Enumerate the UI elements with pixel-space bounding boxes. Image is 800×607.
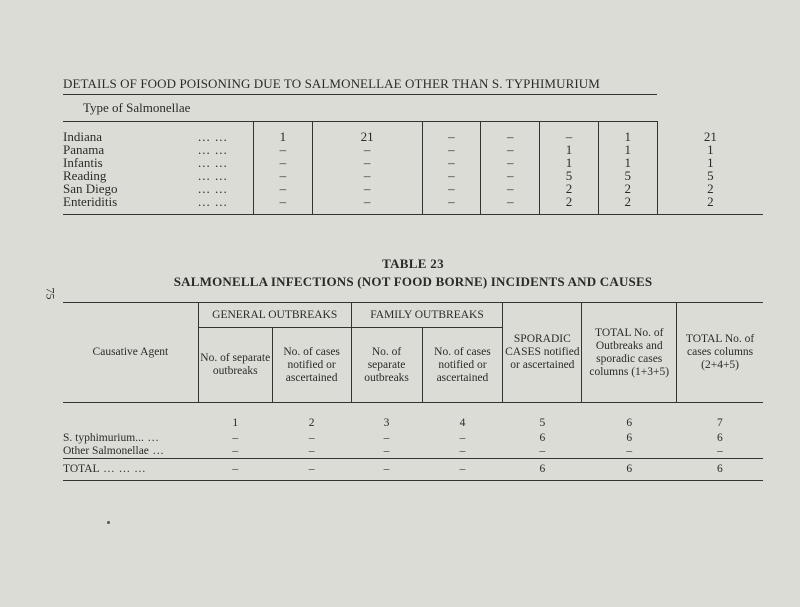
table-cell: – <box>481 182 540 195</box>
table-cell: – <box>481 156 540 169</box>
table-cell: 6 <box>503 459 582 481</box>
table-row <box>63 143 763 156</box>
leader-dots: ... ... <box>198 129 228 144</box>
table-cell: – <box>254 195 313 215</box>
leader-dots-cell <box>198 122 254 144</box>
table-cell: – <box>481 143 540 156</box>
table-cell: 6 <box>582 459 677 481</box>
table-cell: 1 <box>254 122 313 144</box>
table-cell: 6 <box>626 432 633 444</box>
table-row <box>63 156 763 169</box>
agent-name: Other Salmonellae <box>63 445 149 457</box>
table-cell: 2 <box>540 195 599 215</box>
table1 <box>63 94 763 215</box>
table-cell: – <box>716 445 723 457</box>
table-cell: – <box>422 169 481 182</box>
table-cell: – <box>626 445 633 457</box>
column-number: 4 <box>459 417 466 429</box>
leader-dots: ... ... <box>198 194 228 209</box>
table-cell: – <box>539 445 546 457</box>
table-cell: 6 <box>716 432 723 444</box>
column-number: 1 <box>232 417 239 429</box>
leader-dots: ... <box>147 432 160 444</box>
table-cell: – <box>383 432 390 444</box>
table-cell: 1 <box>657 156 763 169</box>
stray-mark <box>107 521 110 524</box>
column-number: 2 <box>308 417 315 429</box>
table2-title: SALMONELLA INFECTIONS (NOT FOOD BORNE) INCIDENTS AND CAUSES <box>173 274 653 289</box>
column-number: 5 <box>539 417 546 429</box>
table-cell: 2 <box>598 182 657 195</box>
table-cell: – <box>422 156 481 169</box>
page-number: 75 <box>43 287 58 300</box>
leader-dots: ... ... ... <box>103 463 147 475</box>
table-cell: 21 <box>657 122 763 144</box>
salmonella-type: San Diego <box>63 181 118 196</box>
leader-dots: ... <box>152 445 165 457</box>
table-cell: – <box>481 122 540 144</box>
table-cell: 21 <box>312 122 422 144</box>
table-cell: – <box>422 122 481 144</box>
table-cell: – <box>540 122 599 144</box>
table-cell: – <box>422 195 481 215</box>
table-cell: – <box>308 445 315 457</box>
table-cell: – <box>272 459 351 481</box>
salmonella-type: Indiana <box>63 129 102 144</box>
total-cases-header: TOTAL No. of cases columns (2+4+5) <box>677 303 763 403</box>
table-cell: 1 <box>540 156 599 169</box>
leader-dots: ... ... <box>198 142 228 157</box>
table-cell: – <box>232 432 239 444</box>
table2-label: TABLE 23 <box>382 256 444 271</box>
table-cell: 2 <box>657 182 763 195</box>
leader-dots-cell <box>198 195 254 215</box>
table-row <box>63 195 763 215</box>
table-cell: – <box>481 195 540 215</box>
salmonella-type: Reading <box>63 168 107 183</box>
causative-agent <box>63 459 198 481</box>
table-cell: – <box>254 143 313 156</box>
table-row <box>63 445 763 459</box>
causative-agent-header: Causative Agent <box>63 303 198 403</box>
leader-dots: ... ... <box>198 168 228 183</box>
table-cell: – <box>351 459 422 481</box>
table-cell: – <box>383 445 390 457</box>
total-outbreaks-header: TOTAL No. of Outbreaks and sporadic cases columns (1+3+5) <box>582 303 677 403</box>
table-cell: 1 <box>598 122 657 144</box>
table-cell: – <box>459 432 466 444</box>
table-cell: 5 <box>657 169 763 182</box>
table-row <box>63 122 763 144</box>
salmonella-type: Panama <box>63 142 105 157</box>
column-number: 3 <box>383 417 390 429</box>
table-row <box>63 169 763 182</box>
sporadic-cases-header: SPORADIC CASES notified or ascertained <box>503 303 582 403</box>
table-cell: 1 <box>657 143 763 156</box>
table-row <box>63 182 763 195</box>
table-cell: – <box>312 195 422 215</box>
table-cell: 6 <box>677 459 763 481</box>
table-cell: – <box>481 169 540 182</box>
leader-dots: ... ... <box>198 155 228 170</box>
table-cell: 1 <box>598 156 657 169</box>
causative-agent <box>63 445 198 459</box>
table-cell: 2 <box>598 195 657 215</box>
sub-header-separate-outbreaks: No. of separate outbreaks <box>351 328 422 403</box>
table-cell: 2 <box>540 182 599 195</box>
table-cell: 2 <box>657 195 763 215</box>
sub-header-cases-notified: No. of cases notified or ascertained <box>272 328 351 403</box>
agent-name: S. typhimurium... <box>63 432 144 444</box>
table-cell: – <box>422 143 481 156</box>
table-cell: – <box>308 432 315 444</box>
column-number: 7 <box>716 417 723 429</box>
table-cell: – <box>312 182 422 195</box>
table1-header: Type of Salmonellae <box>63 95 657 122</box>
table-cell: – <box>198 459 272 481</box>
table-cell: – <box>312 169 422 182</box>
table-cell: – <box>312 143 422 156</box>
salmonella-type: Enteriditis <box>63 195 198 215</box>
table-cell: 5 <box>540 169 599 182</box>
table-cell: – <box>254 182 313 195</box>
column-number: 6 <box>626 417 633 429</box>
table-cell: – <box>422 459 503 481</box>
table1-title: DETAILS OF FOOD POISONING DUE TO SALMONELLAE OTHER THAN S. TYPHIMURIUM <box>63 76 600 91</box>
salmonella-type: Infantis <box>63 155 103 170</box>
sub-header-separate-outbreaks: No. of separate outbreaks <box>198 328 272 403</box>
table-cell: 1 <box>598 143 657 156</box>
table-cell: – <box>312 156 422 169</box>
column-number-spacer <box>63 403 198 433</box>
leader-dots: ... ... <box>198 181 228 196</box>
table-cell: – <box>422 182 481 195</box>
table-cell: – <box>232 445 239 457</box>
total-row <box>63 459 763 481</box>
table-cell: 5 <box>598 169 657 182</box>
table2 <box>63 302 763 481</box>
general-outbreaks-header: GENERAL OUTBREAKS <box>198 303 351 328</box>
agent-name: TOTAL <box>63 463 100 475</box>
table-cell: 6 <box>539 432 546 444</box>
table-cell: – <box>459 445 466 457</box>
causative-agent <box>63 432 198 445</box>
table-row <box>63 432 763 445</box>
family-outbreaks-header: FAMILY OUTBREAKS <box>351 303 503 328</box>
table-cell: – <box>254 156 313 169</box>
table-cell: 1 <box>540 143 599 156</box>
sub-header-cases-notified: No. of cases notified or ascertained <box>422 328 503 403</box>
table-cell: – <box>254 169 313 182</box>
